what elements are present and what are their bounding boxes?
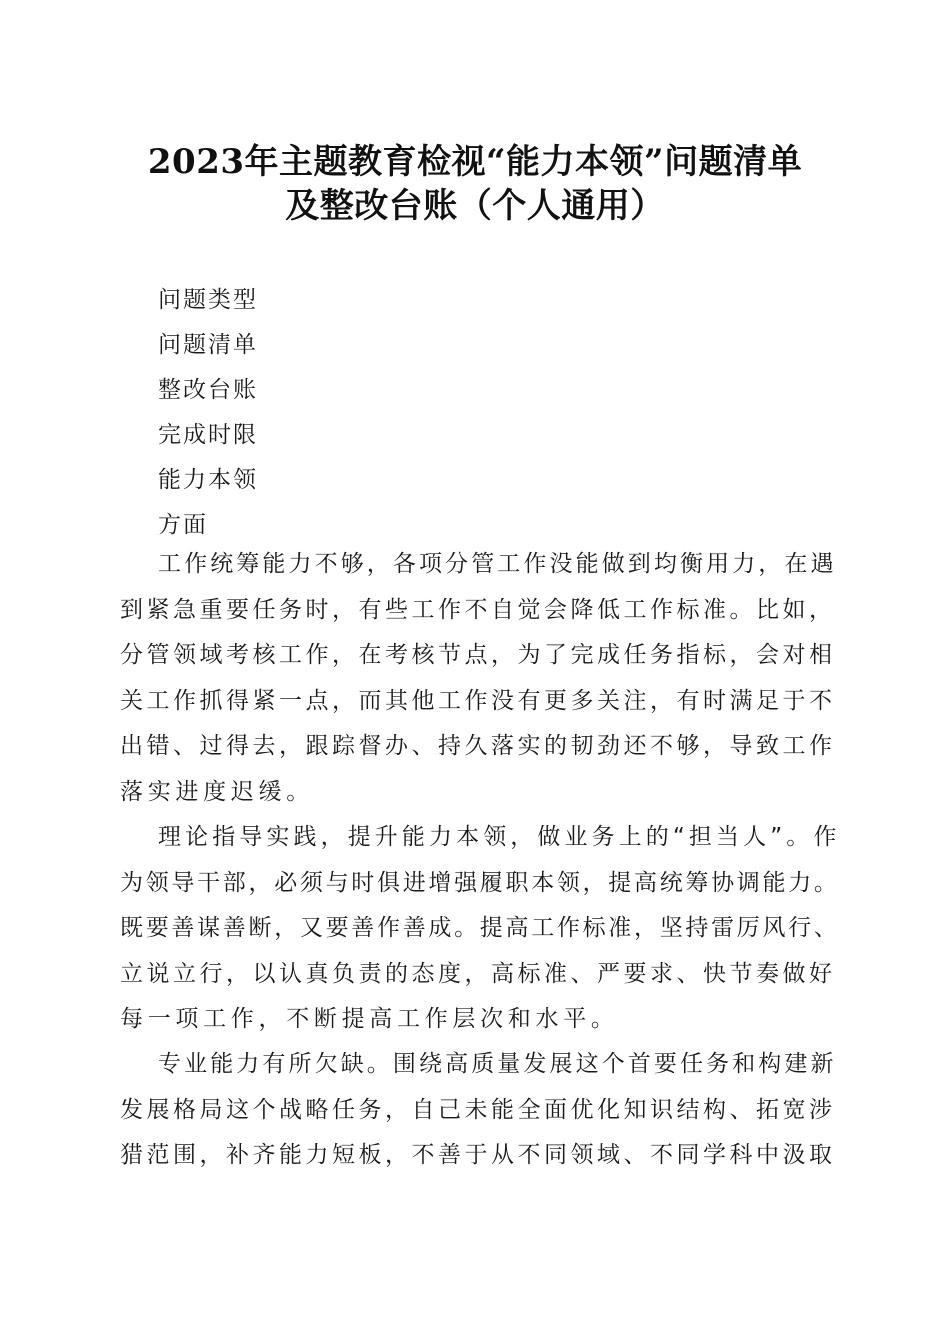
- paragraph-line: 专业能力有所欠缺。围绕高质量发展这个首要任务和构建新: [158, 1051, 837, 1077]
- paragraph-line: 既要善谋善断，又要善作善成。提高工作标准，坚持雷厉风行、: [120, 915, 840, 941]
- paragraph-line: 到紧急重要任务时，有些工作不自觉会降低工作标准。比如，: [120, 596, 836, 623]
- paragraph-line: 落实进度迟缓。: [120, 778, 314, 805]
- paragraph-line: 立说立行，以认真负责的态度，高标准、严要求、快节奏做好: [120, 960, 836, 987]
- paragraph-line: 出错、过得去，跟踪督办、持久落实的韧劲还不够，导致工作: [120, 733, 836, 759]
- paragraph-problem-description: [120, 542, 840, 815]
- paragraph-line: 工作统筹能力不够，各项分管工作没能做到均衡用力，在遇: [158, 551, 837, 577]
- problem-category-labels: [158, 278, 258, 548]
- label-problem-type: 问题类型: [158, 287, 258, 313]
- label-problem-list: 问题清单: [158, 332, 258, 358]
- label-rectification-ledger: 整改台账: [158, 377, 258, 403]
- paragraph-line: 为领导干部，必须与时俱进增强履职本领，提高统筹协调能力。: [120, 869, 840, 896]
- paragraph-rectification-measure: [120, 815, 840, 1043]
- label-aspect: 方面: [158, 512, 208, 538]
- document-title-line-2: 及整改台账（个人通用）: [285, 186, 665, 226]
- label-ability-skill: 能力本领: [158, 467, 258, 493]
- paragraph-line: 猎范围，补齐能力短板，不善于从不同领域、不同学科中汲取: [120, 1142, 836, 1168]
- paragraph-line: 理论指导实践，提升能力本领，做业务上的“担当人”。作: [158, 824, 841, 850]
- paragraph-line: 每一项工作，不断提高工作层次和水平。: [120, 1006, 619, 1032]
- paragraph-professional-ability: [120, 1042, 840, 1179]
- label-completion-deadline: 完成时限: [158, 422, 258, 448]
- paragraph-line: 发展格局这个战略任务，自己未能全面优化知识结构、拓宽涉: [120, 1096, 836, 1123]
- paragraph-line: 关工作抓得紧一点，而其他工作没有更多关注，有时满足于不: [120, 687, 836, 714]
- document-title-line-1: 2023年主题教育检视“能力本领”问题清单: [147, 142, 803, 182]
- paragraph-line: 分管领域考核工作，在考核节点，为了完成任务指标，会对相: [120, 642, 836, 668]
